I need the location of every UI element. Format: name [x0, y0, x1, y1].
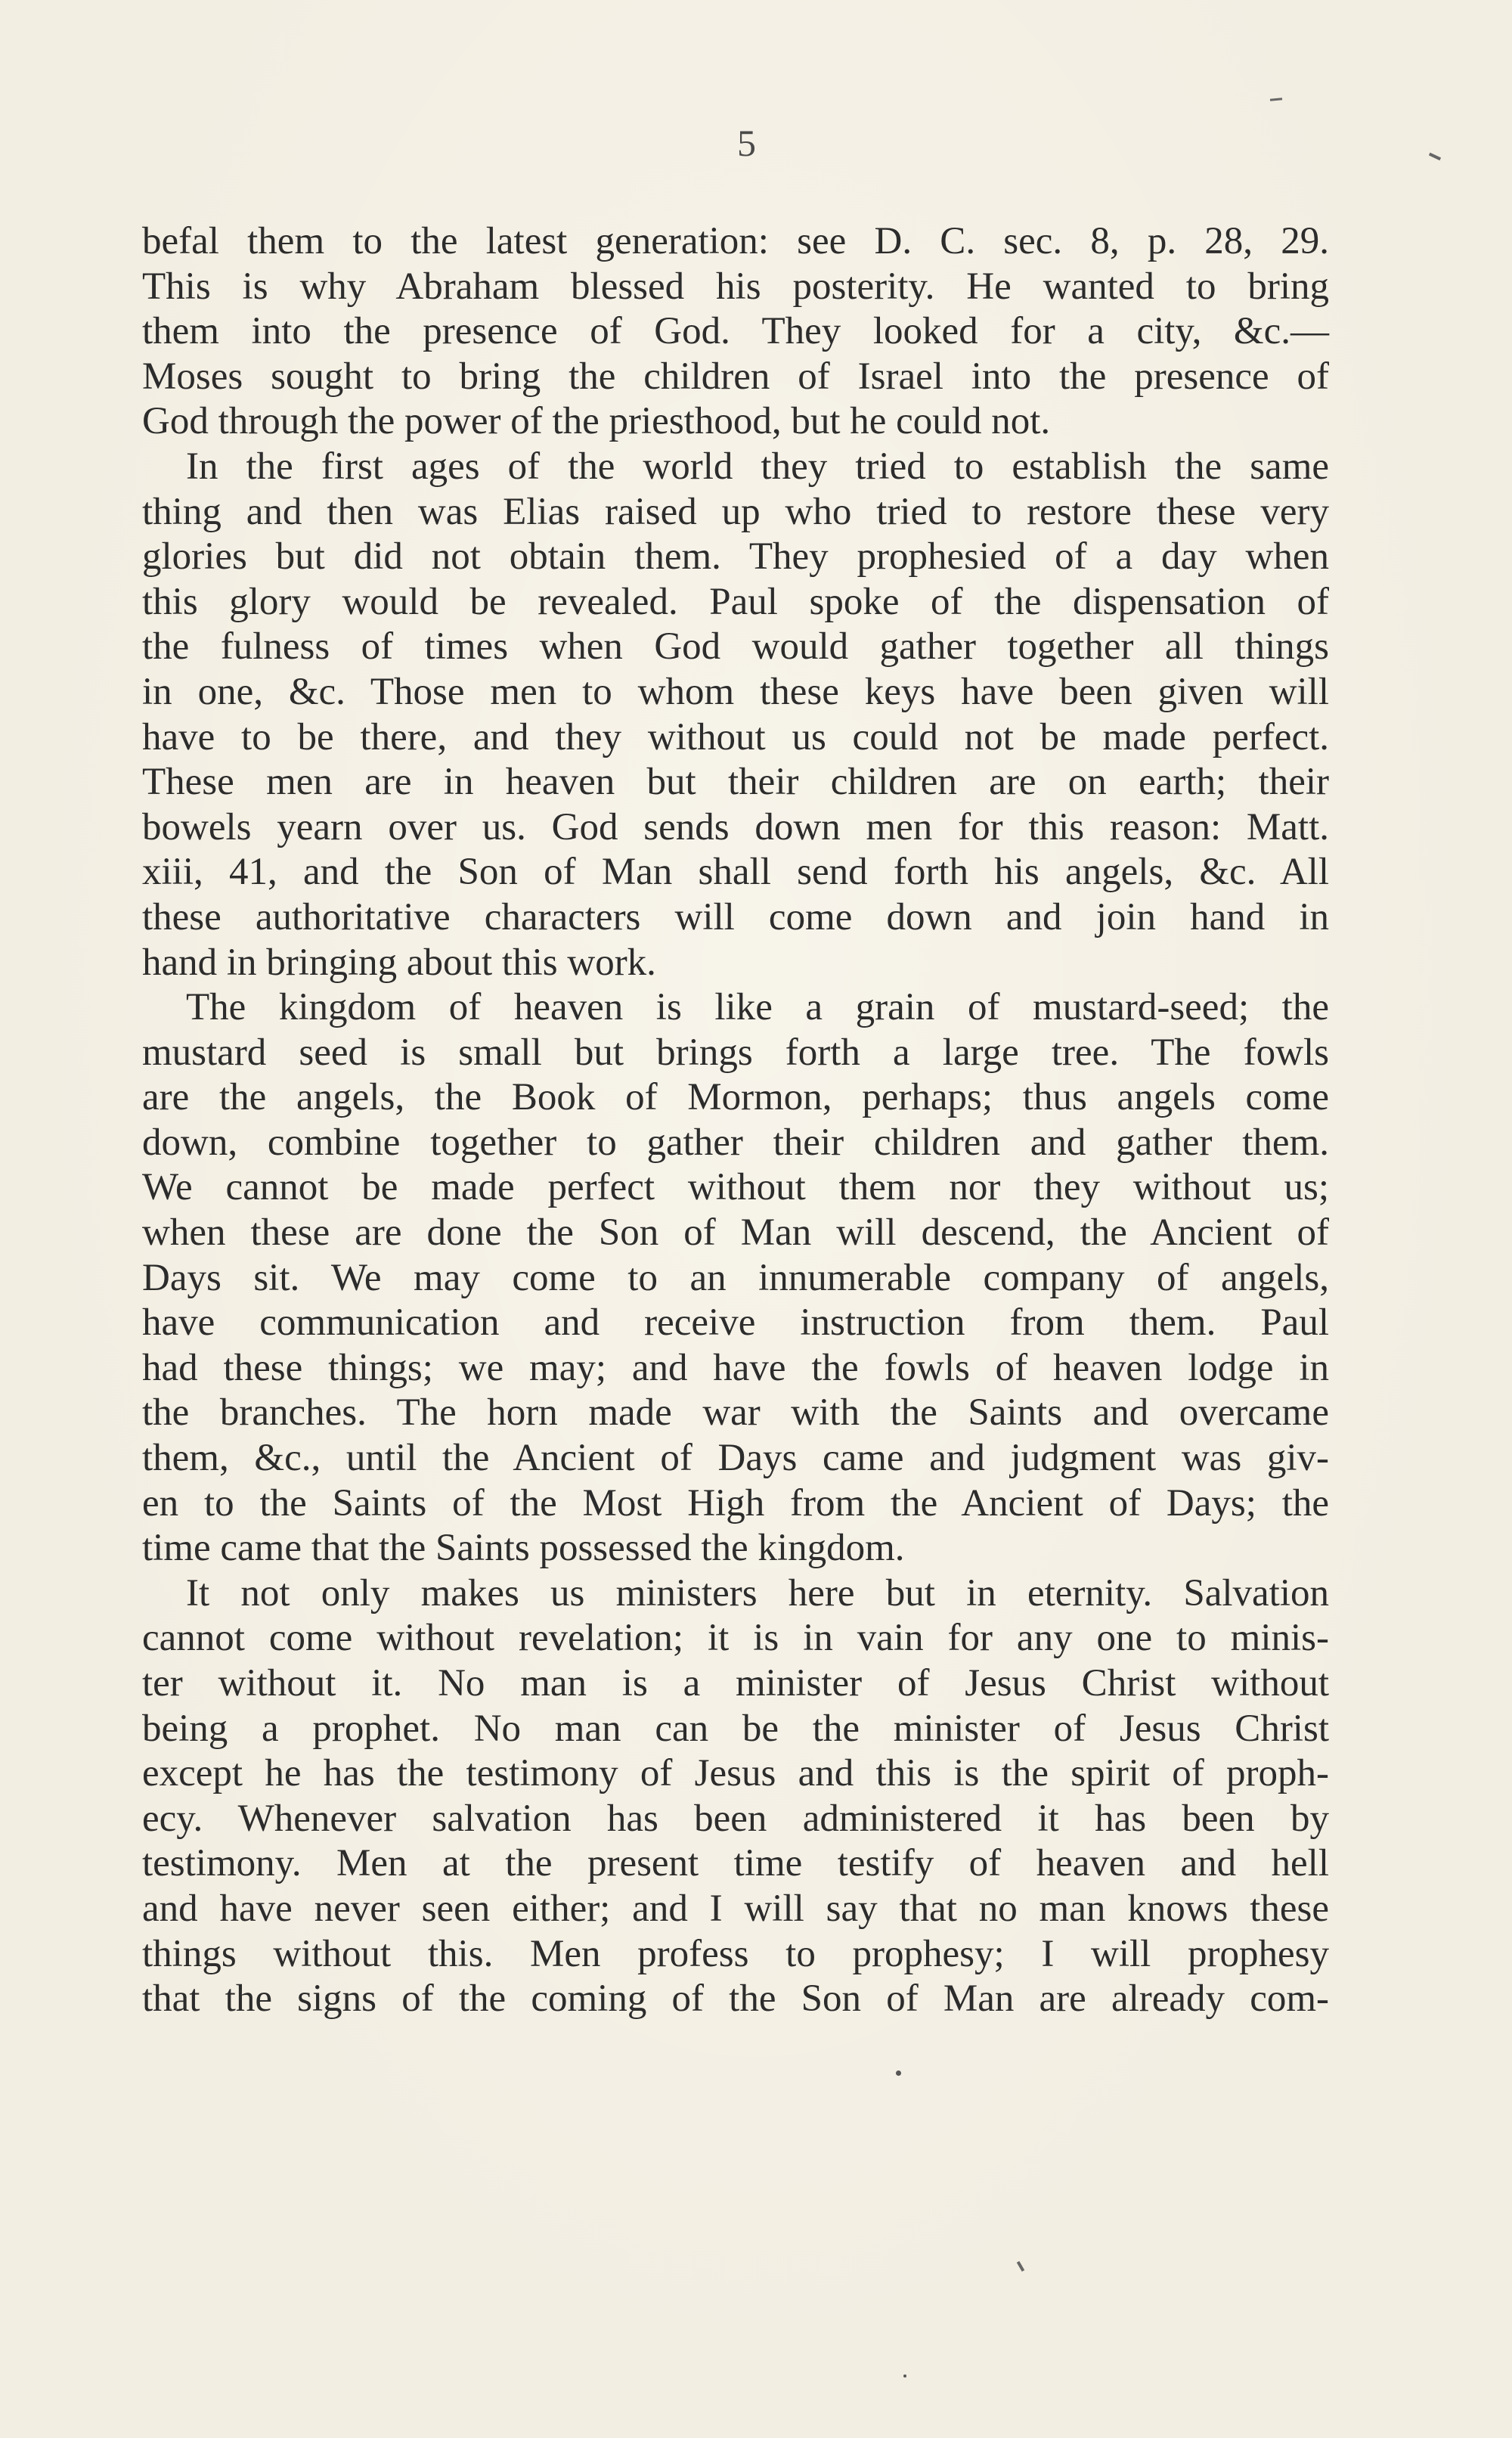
text-line: had these things; we may; and have the fowls of heaven lodge in	[142, 1346, 1329, 1389]
text-line: and have never seen either; and I will say that no man knows these	[142, 1887, 1329, 1930]
body-text	[142, 219, 1329, 2022]
text-line: them, &c., until the Ancient of Days came and judgment was giv-	[142, 1437, 1329, 1480]
text-line: things without this. Men profess to prophesy; I will prophesy	[142, 1932, 1329, 1975]
text-line: We cannot be made perfect without them nor they without us;	[142, 1166, 1329, 1209]
paragraph-start-line: The kingdom of heaven is like a grain of mustard-seed; the	[186, 986, 1329, 1029]
text-line: time came that the Saints possessed the kingdom.	[142, 1527, 905, 1570]
text-line: when these are done the Son of Man will descend, the Ancient of	[142, 1211, 1329, 1255]
text-line: This is why Abraham blessed his posterity. He wanted to bring	[142, 265, 1329, 308]
text-line: in one, &c. Those men to whom these keys have been given will	[142, 670, 1329, 713]
text-line: Moses sought to bring the children of Israel into the presence of	[142, 355, 1329, 398]
paragraph-start-line: In the first ages of the world they tried to establish the same	[186, 445, 1329, 488]
text-line: these authoritative characters will come down and join hand in	[142, 895, 1329, 938]
text-line: the fulness of times when God would gather together all things	[142, 625, 1329, 668]
text-line: down, combine together to gather their children and gather them.	[142, 1121, 1329, 1164]
scan-speck	[896, 2070, 901, 2076]
text-line: mustard seed is small but brings forth a large tree. The fowls	[142, 1031, 1329, 1074]
text-line: cannot come without revelation; it is in vain for any one to minis-	[142, 1617, 1329, 1660]
text-line: this glory would be revealed. Paul spoke of the dispensation of	[142, 580, 1329, 623]
text-line: that the signs of the coming of the Son of Man are already com-	[142, 1977, 1329, 2021]
paragraph-start-line: It not only makes us ministers here but in eternity. Salvation	[186, 1571, 1329, 1614]
text-line: except he has the testimony of Jesus and this is the spirit of proph-	[142, 1752, 1329, 1795]
text-line: thing and then was Elias raised up who tried to restore these very	[142, 490, 1329, 533]
page-number: 5	[737, 122, 756, 164]
text-line: the branches. The horn made war with the Saints and overcame	[142, 1391, 1329, 1435]
text-line: xiii, 41, and the Son of Man shall send forth his angels, &c. All	[142, 851, 1329, 894]
scan-mark	[1270, 98, 1282, 101]
scan-speck	[903, 2374, 906, 2378]
text-line: These men are in heaven but their children are on earth; their	[142, 761, 1329, 804]
text-line: being a prophet. No man can be the minister of Jesus Christ	[142, 1707, 1329, 1750]
text-line: Days sit. We may come to an innumerable company of angels,	[142, 1256, 1329, 1299]
text-line: them into the presence of God. They looked for a city, &c.—	[142, 310, 1329, 353]
text-line: befal them to the latest generation: see D. C. sec. 8, p. 28, 29.	[142, 220, 1329, 262]
text-line: hand in bringing about this work.	[142, 941, 656, 984]
text-line: ter without it. No man is a minister of Jesus Christ without	[142, 1662, 1329, 1704]
text-line: glories but did not obtain them. They prophesied of a day when	[142, 535, 1329, 578]
text-line: have to be there, and they without us could not be made perfect.	[142, 715, 1329, 758]
text-line: God through the power of the priesthood, but he could not.	[142, 400, 1051, 443]
text-line: ecy. Whenever salvation has been administered it has been by	[142, 1797, 1329, 1840]
scan-mark	[1017, 2261, 1024, 2272]
text-line: are the angels, the Book of Mormon, perhaps; thus angels come	[142, 1076, 1329, 1119]
text-line: have communication and receive instruction from them. Paul	[142, 1301, 1329, 1345]
text-line: bowels yearn over us. God sends down men for this reason: Matt.	[142, 805, 1329, 848]
text-line: testimony. Men at the present time testify of heaven and hell	[142, 1842, 1329, 1885]
text-line: en to the Saints of the Most High from the Ancient of Days; the	[142, 1481, 1329, 1525]
